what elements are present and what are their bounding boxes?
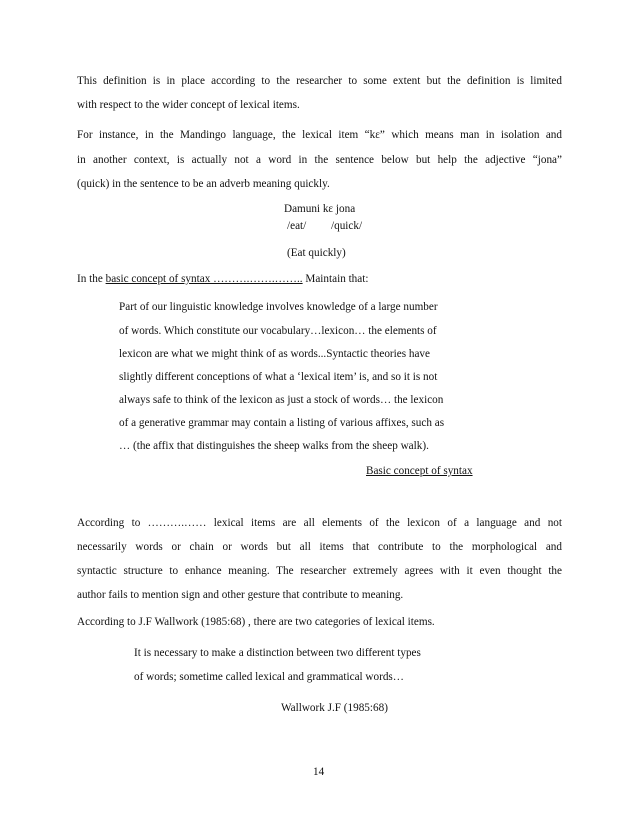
mandingo-line-3: (quick) in the sentence to be an adverb meaning quickly. [77, 178, 330, 190]
quote2-source: Wallwork J.F (1985:68) [281, 702, 388, 714]
quote1-line-7: … (the affix that distinguishes the sheep walks from the sheep walk). [119, 440, 429, 452]
quote1-line-5: always safe to think of the lexicon as just a stock of words… the lexicon [119, 394, 444, 406]
example-translation: (Eat quickly) [287, 247, 346, 259]
quote1-line-1: Part of our linguistic knowledge involves knowledge of a large number [119, 301, 438, 313]
according-line-3: syntactic structure to enhance meaning. The researcher extremely agrees with it even thought the [77, 565, 562, 577]
syntax-intro-reference: basic concept of syntax ……….…….…….. [105, 273, 303, 285]
syntax-intro [77, 272, 368, 286]
according-line-1: According to ……….…… lexical items are all elements of the lexicon of a language and not [77, 517, 562, 529]
page-number: 14 [313, 766, 325, 778]
quote1-line-2: of words. Which constitute our vocabulary…lexicon… the elements of [119, 325, 437, 337]
mandingo-line-1: For instance, in the Mandingo language, the lexical item “kɛ” which means man in isolation and [77, 129, 562, 141]
syntax-intro-prefix: In the [77, 273, 106, 285]
example-gloss-eat: /eat/ [287, 220, 307, 232]
according-line-2: necessarily words or chain or words but all items that contribute to the morphological and [77, 541, 562, 553]
wallwork-intro: According to J.F Wallwork (1985:68) , there are two categories of lexical items. [77, 616, 435, 628]
quote1-line-6: of a generative grammar may contain a listing of various affixes, such as [119, 417, 445, 429]
quote2-line-1: It is necessary to make a distinction between two different types [134, 647, 421, 659]
example-gloss-quick: /quick/ [331, 220, 363, 232]
syntax-intro-suffix: Maintain that: [302, 273, 369, 285]
according-line-4: author fails to mention sign and other gesture that contribute to meaning. [77, 589, 404, 601]
definition-line-1: This definition is in place according to the researcher to some extent but the definition is limited [77, 75, 562, 87]
quote1-line-3: lexicon are what we might think of as words...Syntactic theories have [119, 348, 430, 360]
quote1-line-4: slightly different conceptions of what a ‘lexical item’ is, and so it is not [119, 371, 438, 383]
mandingo-line-2: in another context, is actually not a word in the sentence below but help the adjective “jona” [77, 154, 562, 166]
example-sentence: Damuni kɛ jona [284, 203, 356, 215]
definition-line-2: with respect to the wider concept of lexical items. [77, 99, 300, 111]
quote2-line-2: of words; sometime called lexical and grammatical words… [134, 671, 404, 683]
quote1-source: Basic concept of syntax [366, 465, 473, 477]
